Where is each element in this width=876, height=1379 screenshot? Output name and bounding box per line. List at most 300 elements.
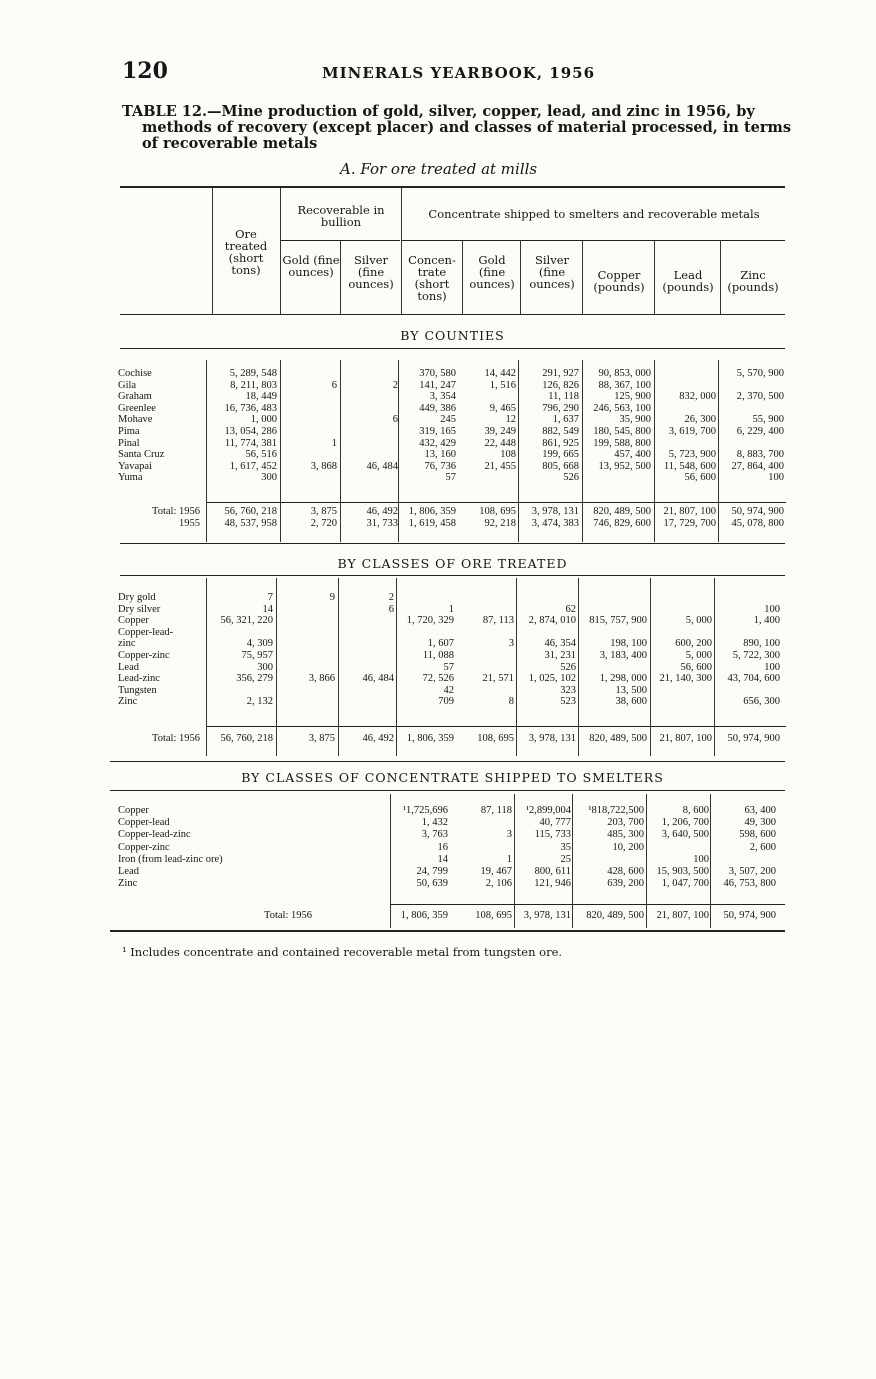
cell-zinc: 8, 883, 700 <box>736 449 784 461</box>
col-divider <box>646 794 647 928</box>
cell-copper: 820, 489, 500 <box>586 910 644 921</box>
band-by-classes-concentrate: BY CLASSES OF CONCENTRATE SHIPPED TO SMELTERS <box>241 770 664 785</box>
cell-copper: 35, 900 <box>619 414 651 426</box>
row-label: Lead <box>118 661 139 673</box>
cell-gold: 1 <box>506 853 512 865</box>
cell-zinc: 27, 864, 400 <box>731 460 784 472</box>
cell-copper: 820, 489, 500 <box>593 506 651 517</box>
col-divider <box>398 360 399 542</box>
row-label: Santa Cruz <box>118 449 165 461</box>
cell-bsilver: 2 <box>388 592 394 603</box>
cell-gold: 87, 113 <box>482 615 514 627</box>
table-row <box>118 878 788 889</box>
col-header-silver: Silver (fine ounces) <box>529 253 575 291</box>
row-label: Dry silver <box>118 603 161 615</box>
cell-conc: 1, 806, 359 <box>400 910 448 921</box>
cell-silver: 523 <box>560 696 576 708</box>
row-label: Total: 1956 <box>264 910 312 921</box>
header-bottom-rule <box>120 314 785 315</box>
table-row <box>118 449 788 460</box>
cell-gold: 3 <box>506 829 512 841</box>
col-header-bullion-gold: Gold (fine ounces) <box>282 253 340 279</box>
row-label: Lead <box>118 866 139 877</box>
cell-ore: 11, 774, 381 <box>224 437 277 449</box>
cell-silver: 796, 290 <box>542 402 579 414</box>
col-divider <box>516 578 517 756</box>
cell-conc: 1, 806, 359 <box>408 506 456 517</box>
cell-lead: 3, 640, 500 <box>661 829 709 841</box>
cell-conc: 1, 432 <box>421 817 448 829</box>
row-label: Mohave <box>118 414 153 426</box>
cell-gold: 92, 218 <box>484 518 516 529</box>
cell-silver: 35 <box>560 841 571 853</box>
row-label: Pinal <box>118 437 140 449</box>
cell-bsilver: 2 <box>392 379 398 391</box>
cell-gold: 22, 448 <box>484 437 516 449</box>
cell-silver: 3, 978, 131 <box>523 910 571 921</box>
cell-lead: 56, 600 <box>680 661 712 673</box>
cell-gold: 21, 571 <box>482 673 514 685</box>
cell-gold: 8 <box>508 696 514 708</box>
table-row <box>118 426 788 437</box>
row-label: Zinc <box>118 878 138 890</box>
cell-ore: 14 <box>262 603 273 615</box>
row-label: Yuma <box>118 472 143 484</box>
row-label: Copper-lead-zinc <box>118 829 191 841</box>
col-divider <box>518 360 519 542</box>
cell-conc: 57 <box>443 661 454 673</box>
cell-silver: 3, 978, 131 <box>528 733 576 744</box>
header-divider <box>401 188 402 314</box>
cell-gold: 9, 465 <box>489 402 516 414</box>
cell-lead: 15, 903, 500 <box>656 866 709 877</box>
cell-conc: 141, 247 <box>419 379 456 391</box>
cell-conc: ¹1,725,696 <box>402 805 448 816</box>
row-label: Greenlee <box>118 402 156 414</box>
table-total-row <box>118 506 788 517</box>
table-row <box>118 805 788 816</box>
header-divider <box>280 188 281 314</box>
cell-zinc: 50, 974, 900 <box>727 733 780 744</box>
cell-conc: 1 <box>448 603 454 615</box>
cell-bsilver: 6 <box>388 603 394 615</box>
col-divider <box>714 578 715 756</box>
cell-lead: 21, 140, 300 <box>659 673 712 685</box>
cell-zinc: 100 <box>764 603 780 615</box>
cell-lead: 5, 000 <box>685 615 712 627</box>
cell-conc: 13, 160 <box>424 449 456 461</box>
table-row <box>118 673 788 684</box>
cell-zinc: 100 <box>764 661 780 673</box>
band-rule <box>110 761 785 762</box>
row-label: Tungsten <box>118 684 157 696</box>
header-group-rule <box>402 240 785 241</box>
band-rule <box>120 543 785 544</box>
cell-bsilver: 6 <box>392 414 398 426</box>
cell-lead: 1, 047, 700 <box>661 878 709 890</box>
row-label: Copper <box>118 805 149 816</box>
cell-conc: 432, 429 <box>419 437 456 449</box>
cell-ore: 56, 760, 218 <box>220 733 273 744</box>
cell-copper: 13, 500 <box>615 684 647 696</box>
cell-ore: 356, 279 <box>236 673 273 685</box>
cell-ore: 13, 054, 286 <box>224 426 277 437</box>
cell-conc: 11, 088 <box>422 650 454 661</box>
cell-silver: 25 <box>560 853 571 865</box>
cell-zinc: 5, 570, 900 <box>736 368 784 379</box>
table-row <box>118 817 788 828</box>
table-row <box>118 685 788 696</box>
cell-copper: 746, 829, 600 <box>593 518 651 529</box>
cell-bgold: 3, 866 <box>308 673 335 685</box>
cell-conc: 1, 607 <box>427 638 454 650</box>
table-caption-line-3: of recoverable metals <box>142 135 318 152</box>
cell-ore: 2, 132 <box>246 696 273 708</box>
cell-lead: 5, 723, 900 <box>668 449 716 461</box>
cell-bgold: 9 <box>329 592 335 603</box>
cell-zinc: 50, 974, 900 <box>731 506 784 517</box>
row-label: Lead-zinc <box>118 673 160 685</box>
cell-ore: 56, 760, 218 <box>224 506 277 517</box>
cell-lead: 8, 600 <box>682 805 709 816</box>
cell-copper: 199, 588, 800 <box>593 437 651 449</box>
cell-silver: 46, 354 <box>544 638 576 650</box>
cell-copper: 428, 600 <box>607 866 644 877</box>
col-divider <box>338 578 339 756</box>
table-row <box>118 829 788 840</box>
cell-silver: 861, 925 <box>542 437 579 449</box>
cell-zinc: 50, 974, 900 <box>723 910 776 921</box>
cell-zinc: 49, 300 <box>744 817 776 829</box>
cell-zinc: 598, 600 <box>739 829 776 841</box>
cell-conc: 24, 799 <box>416 866 448 877</box>
header-divider <box>520 240 521 314</box>
cell-conc: 57 <box>445 472 456 484</box>
cell-bsilver: 46, 492 <box>362 733 394 744</box>
cell-zinc: 46, 753, 800 <box>723 878 776 890</box>
col-divider <box>396 578 397 756</box>
table-row <box>118 615 788 626</box>
cell-copper: 815, 757, 900 <box>589 615 647 627</box>
total-rule <box>390 904 785 905</box>
table-row <box>118 414 788 425</box>
cell-lead: 3, 619, 700 <box>668 426 716 437</box>
cell-ore: 300 <box>261 472 277 484</box>
cell-silver: 526 <box>563 472 579 484</box>
table-row <box>118 854 788 865</box>
cell-copper: 38, 600 <box>615 696 647 708</box>
band-by-counties: BY COUNTIES <box>400 328 505 343</box>
col-divider <box>582 360 583 542</box>
cell-zinc: 6, 229, 400 <box>736 426 784 437</box>
table-row <box>118 438 788 449</box>
header-divider <box>212 188 213 314</box>
row-label: Copper-lead <box>118 817 170 829</box>
cell-silver: 3, 978, 131 <box>531 506 579 517</box>
cell-ore: 16, 736, 483 <box>224 402 277 414</box>
running-head <box>122 58 782 88</box>
cell-silver: 323 <box>560 684 576 696</box>
cell-bgold: 1 <box>331 437 337 449</box>
table-caption-line-1: TABLE 12.—Mine production of gold, silver, copper, lead, and zinc in 1956, by <box>122 103 755 120</box>
footnote: ¹ Includes concentrate and contained recoverable metal from tungsten ore. <box>122 945 563 959</box>
header-divider <box>340 240 341 314</box>
row-label: Copper-zinc <box>118 650 170 661</box>
table-row <box>118 391 788 402</box>
cell-zinc: 3, 507, 200 <box>728 866 776 877</box>
col-divider <box>276 578 277 756</box>
table-row <box>118 696 788 707</box>
cell-silver: 2, 874, 010 <box>528 615 576 627</box>
cell-copper: 13, 952, 500 <box>598 460 651 472</box>
cell-conc: 16 <box>437 841 448 853</box>
band-rule <box>110 790 785 791</box>
cell-lead: 17, 729, 700 <box>663 518 716 529</box>
col-divider <box>390 794 391 928</box>
cell-conc: 1, 806, 359 <box>406 733 454 744</box>
col-divider <box>572 794 573 928</box>
band-rule <box>120 575 785 576</box>
cell-lead: 100 <box>693 853 709 865</box>
col-header-lead: Lead (pounds) <box>662 268 714 294</box>
cell-lead: 600, 200 <box>675 638 712 650</box>
table-row <box>118 592 788 603</box>
cell-silver: 11, 118 <box>548 391 579 403</box>
cell-conc: 1, 720, 329 <box>406 615 454 627</box>
cell-copper: 90, 853, 000 <box>598 368 651 379</box>
table-row <box>118 662 788 673</box>
cell-conc: 72, 526 <box>422 673 454 685</box>
table-row <box>118 461 788 472</box>
table-caption <box>122 104 794 152</box>
cell-gold: 3 <box>508 638 514 650</box>
cell-zinc: 45, 078, 800 <box>731 518 784 529</box>
table-total-row <box>118 910 788 921</box>
cell-silver: 1, 025, 102 <box>528 673 576 685</box>
cell-copper: 246, 563, 100 <box>593 402 651 414</box>
row-label: Total: 1956 <box>152 733 200 744</box>
table-row <box>118 627 788 638</box>
row-label: Graham <box>118 391 152 403</box>
cell-silver: 62 <box>565 603 576 615</box>
cell-lead: 11, 548, 600 <box>663 460 716 472</box>
col-divider <box>710 794 711 928</box>
cell-bgold: 3, 875 <box>310 506 337 517</box>
table-total-row <box>118 518 788 529</box>
col-header-concentrate: Concen-trate (short tons) <box>408 253 456 303</box>
col-header-zinc: Zinc (pounds) <box>727 268 779 294</box>
cell-ore: 4, 309 <box>246 638 273 650</box>
cell-zinc: 1, 400 <box>753 615 780 627</box>
col-divider <box>650 578 651 756</box>
row-label: Yavapai <box>118 460 152 472</box>
cell-copper: 203, 700 <box>607 817 644 829</box>
col-header-ore: Ore treated (short tons) <box>224 227 268 277</box>
col-header-bullion-silver: Silver (fine ounces) <box>348 253 394 291</box>
total-rule <box>206 502 786 503</box>
cell-bgold: 2, 720 <box>310 518 337 529</box>
col-divider <box>718 360 719 542</box>
col-divider <box>578 578 579 756</box>
cell-bgold: 3, 868 <box>310 460 337 472</box>
cell-gold: 12 <box>505 414 516 426</box>
cell-conc: 709 <box>438 696 454 708</box>
row-label: Cochise <box>118 368 152 379</box>
cell-silver: 126, 826 <box>542 379 579 391</box>
row-label: Copper <box>118 615 149 627</box>
cell-conc: 76, 736 <box>424 460 456 472</box>
row-label: Copper-zinc <box>118 841 170 853</box>
cell-copper: ¹818,722,500 <box>588 805 644 816</box>
cell-silver: 3, 474, 383 <box>531 518 579 529</box>
cell-lead: 1, 206, 700 <box>661 817 709 829</box>
cell-gold: 87, 118 <box>480 805 512 816</box>
cell-bgold: 3, 875 <box>308 733 335 744</box>
cell-copper: 820, 489, 500 <box>589 733 647 744</box>
total-rule <box>206 726 786 727</box>
cell-ore: 18, 449 <box>245 391 277 403</box>
col-divider <box>340 360 341 542</box>
cell-bgold: 6 <box>331 379 337 391</box>
cell-lead: 5, 000 <box>685 650 712 661</box>
cell-conc: 3, 763 <box>421 829 448 841</box>
page-number: 120 <box>122 58 168 84</box>
col-divider <box>206 360 207 542</box>
cell-gold: 108, 695 <box>479 506 516 517</box>
cell-silver: 800, 611 <box>534 866 571 877</box>
cell-zinc: 43, 704, 600 <box>727 673 780 685</box>
cell-silver: 31, 231 <box>544 650 576 661</box>
cell-lead: 56, 600 <box>684 472 716 484</box>
table-row <box>118 842 788 853</box>
header-divider <box>462 240 463 314</box>
cell-zinc: 63, 400 <box>744 805 776 816</box>
cell-gold: 108, 695 <box>477 733 514 744</box>
cell-gold: 1, 516 <box>489 379 516 391</box>
cell-lead: 26, 300 <box>684 414 716 426</box>
cell-ore: 7 <box>267 592 273 603</box>
cell-lead: 21, 807, 100 <box>656 910 709 921</box>
row-label: Dry gold <box>118 592 156 603</box>
col-divider <box>654 360 655 542</box>
cell-zinc: 5, 722, 300 <box>732 650 780 661</box>
cell-silver: 115, 733 <box>534 829 571 841</box>
cell-copper: 88, 367, 100 <box>598 379 651 391</box>
cell-bsilver: 46, 484 <box>366 460 398 472</box>
cell-bsilver: 46, 492 <box>366 506 398 517</box>
cell-ore: 5, 289, 548 <box>229 368 277 379</box>
cell-silver: 1, 637 <box>552 414 579 426</box>
row-label: Copper-lead- <box>118 626 174 638</box>
cell-copper: 180, 545, 800 <box>593 426 651 437</box>
table-total-row <box>118 733 788 744</box>
cell-ore: 300 <box>257 661 273 673</box>
cell-ore: 75, 957 <box>241 650 273 661</box>
cell-zinc: 2, 600 <box>749 841 776 853</box>
table-bottom-rule <box>110 930 785 932</box>
header-divider <box>654 240 655 314</box>
table-row <box>118 368 788 379</box>
cell-copper: 457, 400 <box>614 449 651 461</box>
row-label: Pima <box>118 426 140 437</box>
col-divider <box>206 578 207 756</box>
cell-copper: 3, 183, 400 <box>599 650 647 661</box>
cell-copper: 198, 100 <box>610 638 647 650</box>
col-group-concentrate: Concentrate shipped to smelters and recoverable metals <box>428 207 760 221</box>
cell-gold: 108 <box>500 449 516 461</box>
cell-copper: 485, 300 <box>607 829 644 841</box>
cell-zinc: 55, 900 <box>752 414 784 426</box>
cell-ore: 1, 000 <box>250 414 277 426</box>
cell-copper: 10, 200 <box>612 841 644 853</box>
cell-ore: 48, 537, 958 <box>224 518 277 529</box>
cell-ore: 56, 516 <box>245 449 277 461</box>
row-label: Total: 1956 <box>152 506 200 517</box>
cell-silver: 121, 946 <box>534 878 571 890</box>
cell-zinc: 656, 300 <box>743 696 780 708</box>
cell-conc: 449, 386 <box>419 402 456 414</box>
row-label: Gila <box>118 379 137 391</box>
cell-conc: 370, 580 <box>419 368 456 379</box>
cell-silver: 40, 777 <box>539 817 571 829</box>
table-top-rule <box>120 186 785 188</box>
cell-gold: 21, 455 <box>484 460 516 472</box>
header-divider <box>720 240 721 314</box>
header-divider <box>582 240 583 314</box>
table-row <box>118 866 788 877</box>
cell-lead: 21, 807, 100 <box>663 506 716 517</box>
table-row <box>118 472 788 483</box>
cell-copper: 1, 298, 000 <box>599 673 647 685</box>
table-row <box>118 638 788 649</box>
cell-conc: 3, 354 <box>429 391 456 403</box>
cell-ore: 8, 211, 803 <box>230 379 277 391</box>
cell-conc: 42 <box>443 684 454 696</box>
cell-lead: 832, 000 <box>679 391 716 403</box>
col-header-gold: Gold (fine ounces) <box>469 253 515 291</box>
cell-ore: 56, 321, 220 <box>220 615 273 627</box>
col-divider <box>514 794 515 928</box>
col-group-bullion: Recoverable in bullion <box>297 203 385 229</box>
cell-gold: 108, 695 <box>475 910 512 921</box>
cell-zinc: 890, 100 <box>743 638 780 650</box>
row-label: Zinc <box>118 696 138 708</box>
cell-gold: 39, 249 <box>484 426 516 437</box>
cell-zinc: 2, 370, 500 <box>736 391 784 403</box>
row-label: zinc <box>118 638 136 650</box>
table-row <box>118 604 788 615</box>
running-title: MINERALS YEARBOOK, 1956 <box>322 64 596 82</box>
cell-gold: 2, 106 <box>485 878 512 890</box>
cell-silver: 526 <box>560 661 576 673</box>
cell-conc: 319, 165 <box>419 426 456 437</box>
cell-silver: 882, 549 <box>542 426 579 437</box>
cell-silver: 199, 665 <box>542 449 579 461</box>
cell-gold: 19, 467 <box>480 866 512 877</box>
col-divider <box>280 360 281 542</box>
cell-bsilver: 46, 484 <box>362 673 394 685</box>
cell-ore: 1, 617, 452 <box>229 460 277 472</box>
cell-conc: 245 <box>440 414 456 426</box>
cell-bsilver: 31, 733 <box>366 518 398 529</box>
cell-copper: 125, 900 <box>614 391 651 403</box>
band-by-classes-ore: BY CLASSES OF ORE TREATED <box>337 556 568 571</box>
section-title: A. For ore treated at mills <box>340 160 538 178</box>
col-header-copper: Copper (pounds) <box>593 268 645 294</box>
cell-gold: 14, 442 <box>484 368 516 379</box>
cell-conc: 1, 619, 458 <box>408 518 456 529</box>
cell-lead: 21, 807, 100 <box>659 733 712 744</box>
